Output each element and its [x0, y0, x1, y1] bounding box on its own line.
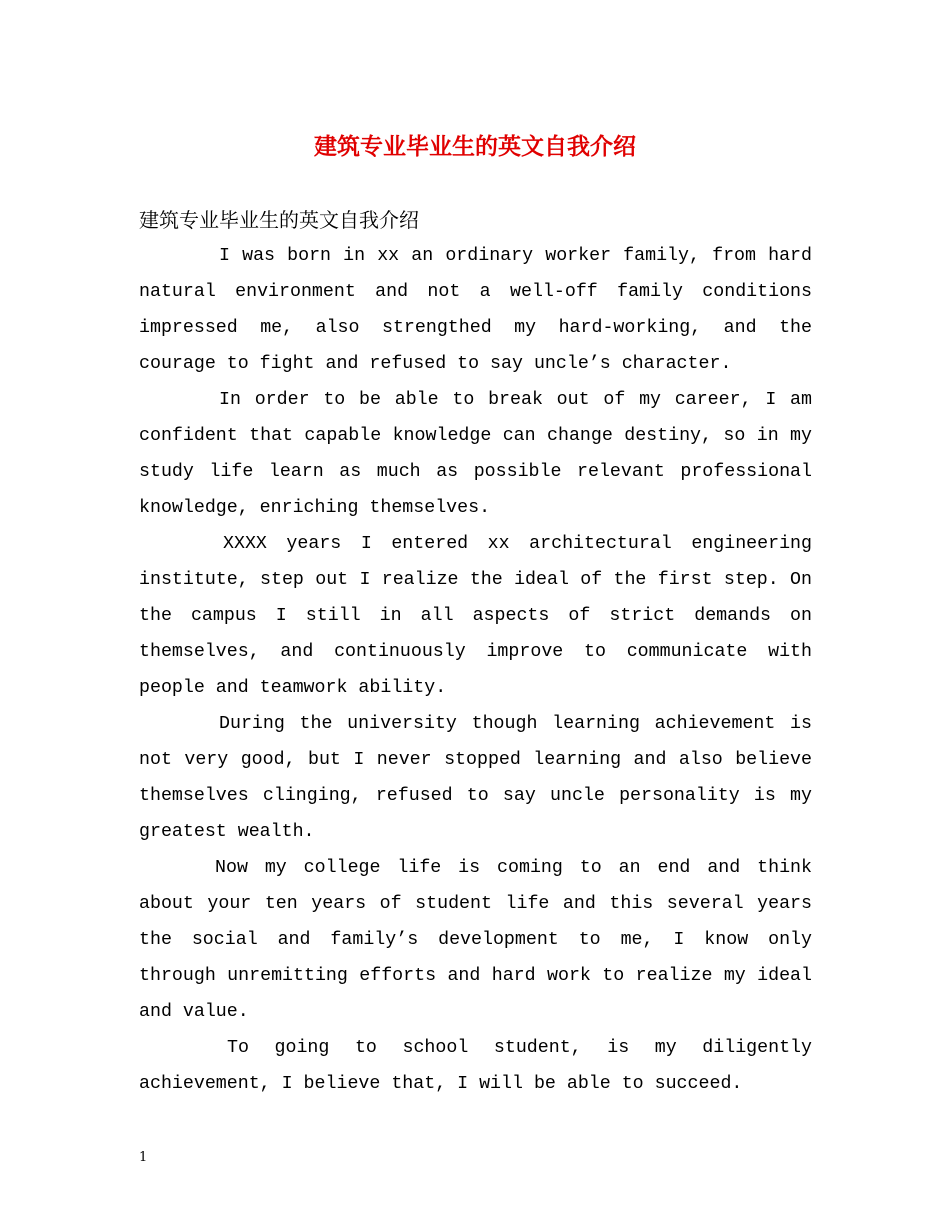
paragraph: In order to be able to break out of my career, I am confident that capable knowledge can change destiny, so in my study life learn as much as possible relevant professional knowledge, enriching themselves. — [139, 390, 812, 518]
paragraph: Now my college life is coming to an end and think about your ten years of student life and this several years the social and family’s development to me, I know only through unremitting efforts and hard work to realize my ideal and value. — [139, 858, 812, 1022]
paragraph: During the university though learning achievement is not very good, but I never stopped learning and also believe themselves clinging, refused to say uncle personality is my greatest wealth. — [139, 714, 812, 842]
paragraph: To going to school student, is my diligently achievement, I believe that, I will be able to succeed. — [139, 1038, 812, 1094]
paragraph: I was born in xx an ordinary worker family, from hard natural environment and not a well-off family conditions impressed me, also strengthed my hard-working, and the courage to fight and refused to say uncle’s character. — [139, 246, 812, 374]
page-number: 1 — [139, 1150, 148, 1165]
document-subtitle: 建筑专业毕业生的英文自我介绍 — [139, 208, 419, 232]
document-title: 建筑专业毕业生的英文自我介绍 — [314, 133, 636, 160]
paragraph: XXXX years I entered xx architectural engineering institute, step out I realize the ideal of the first step. On the campus I still in all aspects of strict demands on themselves, and continuously improve to communicate with people and teamwork ability. — [139, 534, 812, 698]
document-body — [139, 238, 812, 1102]
